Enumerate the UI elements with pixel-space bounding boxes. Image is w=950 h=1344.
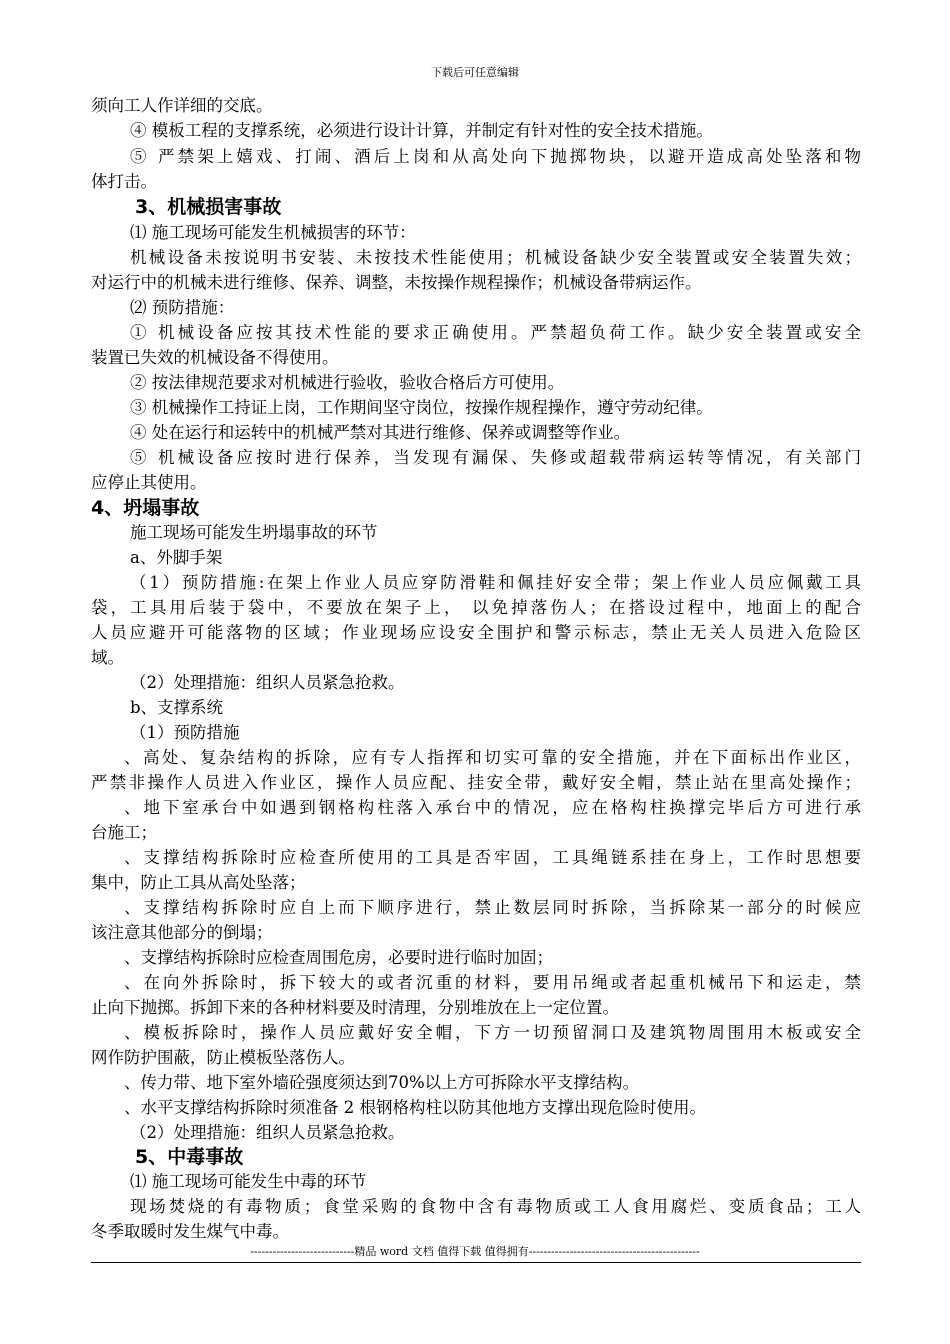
text-line: 台施工；	[91, 823, 157, 842]
text-line: 施工现场可能发生坍塌事故的环节	[130, 523, 378, 542]
text-line: ⑤ 严禁架上嬉戏、打闹、酒后上岗和从高处向下抛掷物块，以避开造成高处坠落和物	[130, 147, 861, 166]
text-line: 、支撑结构拆除时应自上而下顺序进行，禁止数层同时拆除，当拆除某一部分的时候应	[124, 898, 861, 917]
text-line: 人员应避开可能落物的区域；作业现场应设安全围护和警示标志，禁止无关人员进入危险区	[91, 623, 861, 642]
text-line: （1）预防措施	[130, 723, 240, 742]
text-line: 装置已失效的机械设备不得使用。	[91, 348, 339, 367]
text-line: 、支撑结构拆除时应检查周围危房，必要时进行临时加固；	[124, 948, 553, 967]
text-line: 应停止其使用。	[91, 473, 207, 492]
text-line: 对运行中的机械未进行维修、保养、调整，未按操作规程操作；机械设备带病运作。	[91, 273, 702, 292]
text-line: （2）处理措施：组织人员紧急抢救。	[130, 1123, 405, 1142]
text-line: ② 按法律规范要求对机械进行验收，验收合格后方可使用。	[130, 373, 565, 392]
text-line: 集中，防止工具从高处坠落；	[91, 873, 306, 892]
text-line: 机械设备未按说明书安装、未按技术性能使用；机械设备缺少安全装置或安全装置失效；	[130, 248, 861, 267]
section-heading: 3、机械损害事故	[135, 196, 282, 218]
text-line: ① 机械设备应按其技术性能的要求正确使用。严禁超负荷工作。缺少安全装置或安全	[130, 323, 861, 342]
footer-rule	[91, 1262, 861, 1263]
text-line: 、地下室承台中如遇到钢格构柱落入承台中的情况，应在格构柱换撑完毕后方可进行承	[124, 798, 861, 817]
text-line: 、水平支撑结构拆除时须准备 2 根钢格构柱以防其他地方支撑出现危险时使用。	[124, 1098, 706, 1117]
text-line: 该注意其他部分的倒塌；	[91, 923, 273, 942]
text-line: （2）处理措施：组织人员紧急抢救。	[130, 673, 405, 692]
text-line: ③ 机械操作工持证上岗，工作期间坚守岗位，按操作规程操作，遵守劳动纪律。	[130, 398, 713, 417]
text-line: 现场焚烧的有毒物质；食堂采购的食物中含有毒物质或工人食用腐烂、变质食品；工人	[130, 1197, 861, 1216]
text-line: 袋，工具用后装于袋中，不要放在架子上， 以免掉落伤人；在搭设过程中，地面上的配合	[91, 598, 861, 617]
text-line: 体打击。	[91, 172, 157, 191]
text-line: ⑤ 机械设备应按时进行保养，当发现有漏保、失修或超载带病运转等情况，有关部门	[130, 448, 861, 467]
text-line: 、传力带、地下室外墙砼强度须达到70%以上方可拆除水平支撑结构。	[124, 1073, 640, 1092]
text-line: 止向下抛掷。拆卸下来的各种材料要及时清理，分别堆放在上一定位置。	[91, 998, 619, 1017]
text-line: （1）预防措施:在架上作业人员应穿防滑鞋和佩挂好安全带；架上作业人员应佩戴工具	[130, 573, 861, 592]
text-line: 、模板拆除时，操作人员应戴好安全帽，下方一切预留洞口及建筑物周围用木板或安全	[124, 1023, 861, 1042]
text-line: b、支撑系统	[130, 698, 224, 717]
page-header: 下载后可任意编辑	[431, 66, 519, 79]
text-line: 、高处、复杂结构的拆除，应有专人指挥和切实可靠的安全措施，并在下面标出作业区，	[124, 748, 861, 767]
text-line: 、支撑结构拆除时应检查所使用的工具是否牢固，工具绳链系挂在身上，工作时思想要	[124, 848, 861, 867]
text-line: 、在向外拆除时，拆下较大的或者沉重的材料，要用吊绳或者起重机械吊下和运走，禁	[124, 973, 861, 992]
text-line: ⑴ 施工现场可能发生机械损害的环节：	[130, 223, 416, 242]
page-footer: ----------------------------精品 word 文档 值得下载 值得拥有----------------------------------------------	[250, 1245, 700, 1258]
text-line: 域。	[91, 648, 124, 667]
section-heading: 4、坍塌事故	[91, 497, 200, 519]
text-line: 冬季取暖时发生煤气中毒。	[91, 1222, 289, 1241]
text-line: 严禁非操作人员进入作业区，操作人员应配、挂安全带，戴好安全帽，禁止站在里高处操作；	[91, 773, 861, 792]
text-line: ⑵ 预防措施：	[130, 298, 235, 317]
text-line: ⑴ 施工现场可能发生中毒的环节	[130, 1172, 367, 1191]
text-line: ④ 处在运行和运转中的机械严禁对其进行维修、保养或调整等作业。	[130, 423, 631, 442]
text-line: a、外脚手架	[130, 548, 223, 567]
text-line: 须向工人作详细的交底。	[91, 96, 273, 115]
text-line: 网作防护围蔽，防止模板坠落伤人。	[91, 1048, 355, 1067]
section-heading: 5、中毒事故	[135, 1146, 244, 1168]
text-line: ④ 模板工程的支撑系统，必须进行设计计算，并制定有针对性的安全技术措施。	[130, 121, 713, 140]
